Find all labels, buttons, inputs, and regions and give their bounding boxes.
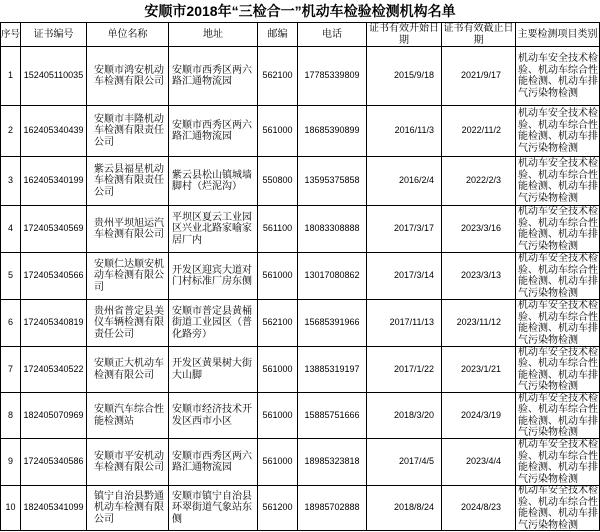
cell-company-name: 安顺正大机动车检测有限公司 <box>87 347 168 392</box>
cell-valid-from: 2017/3/17 <box>367 206 441 252</box>
cell-postcode: 561100 <box>258 206 297 252</box>
cell-phone: 13595375858 <box>298 157 366 205</box>
cell-postcode: 561200 <box>258 486 297 530</box>
cell-company-name: 紫云县福星机动车检测有限责任公司 <box>87 157 168 205</box>
cell-valid-to: 2023/1/21 <box>442 347 515 392</box>
cell-serial-no: 2 <box>1 106 20 156</box>
cell-valid-to: 2023/4/4 <box>442 439 515 485</box>
cell-company-name: 安顺汽车综合性能检测站 <box>87 393 168 438</box>
cell-certificate-no: 172405340522 <box>21 347 86 392</box>
cell-test-items: 机动车安全技术检验、机动车综合性能检测、机动车排气污染物检测 <box>518 347 598 392</box>
cell-certificate-no: 182405070969 <box>21 393 86 438</box>
cell-valid-from: 2018/3/20 <box>367 393 441 438</box>
cell-company-name: 镇宁自治县黔通机动车检测有限公司 <box>87 486 168 530</box>
cell-test-items: 机动车安全技术检验、机动车综合性能检测、机动车排气污染物检测 <box>516 47 599 105</box>
cell-postcode: 562100 <box>258 300 297 346</box>
cell-company-name: 安顺仁达顺安机动车检测有限公司 <box>87 253 168 299</box>
cell-valid-from: 2016/2/4 <box>367 157 441 205</box>
cell-serial-no: 1 <box>1 47 20 105</box>
inspection-agency-table <box>0 22 600 531</box>
cell-address: 安顺市西秀区两六路汇通物流园 <box>169 47 257 105</box>
cell-address: 平坝区夏云工业园区兴业北路家喻家居厂内 <box>169 206 257 252</box>
cell-address: 紫云县松山镇城墙脚村（烂泥沟） <box>169 157 257 205</box>
cell-phone: 18083308888 <box>298 206 366 252</box>
cell-phone: 13017080862 <box>298 253 366 299</box>
cell-company-name: 安顺市丰隆机动车检测有限责任公司 <box>87 106 168 156</box>
cell-postcode: 561000 <box>258 393 297 438</box>
cell-address: 开发区迎宾大道对门村标准厂房东侧 <box>169 253 257 299</box>
cell-postcode: 561000 <box>258 106 297 156</box>
cell-valid-from: 2017/1/22 <box>367 347 441 392</box>
cell-serial-no: 7 <box>1 347 20 392</box>
cell-postcode: 561000 <box>258 347 297 392</box>
header-serial-no: 序号 <box>1 23 20 46</box>
header-address: 地址 <box>169 23 257 46</box>
cell-address: 安顺市西秀区两六路汇通物流园 <box>169 106 257 156</box>
cell-certificate-no: 172405340569 <box>21 206 86 252</box>
cell-company-name: 贵州省普定县美仪车辆检测有限责任公司 <box>87 300 168 346</box>
cell-phone: 13885319197 <box>298 347 366 392</box>
page-title: 安顺市2018年“三检合一”机动车检验检测机构名单 <box>144 3 456 19</box>
cell-certificate-no: 152405110035 <box>21 47 86 105</box>
cell-test-items: 机动车安全技术检验、机动车综合性能检测、机动车排气污染物检测 <box>518 300 598 346</box>
table-row <box>1 47 599 105</box>
cell-postcode: 561000 <box>258 253 297 299</box>
header-postcode: 邮编 <box>258 23 297 46</box>
cell-certificate-no: 172405340566 <box>21 253 86 299</box>
cell-company-name: 安顺市鸿安机动车检测有限公司 <box>87 47 168 105</box>
cell-test-items: 机动车安全技术检验、机动车综合性能检测、机动车排气污染物检测 <box>518 158 598 204</box>
cell-phone: 18685390899 <box>298 106 366 156</box>
cell-valid-to: 2023/3/13 <box>442 253 515 299</box>
cell-phone: 18985702888 <box>298 486 366 530</box>
cell-valid-to: 2022/11/2 <box>442 106 515 156</box>
cell-valid-from: 2015/9/18 <box>367 47 441 105</box>
header-company-name: 单位名称 <box>87 23 168 46</box>
cell-serial-no: 8 <box>1 393 20 438</box>
cell-serial-no: 5 <box>1 253 20 299</box>
cell-serial-no: 4 <box>1 206 20 252</box>
cell-valid-to: 2024/8/23 <box>442 486 515 530</box>
table-header-row <box>1 23 599 46</box>
cell-company-name: 安顺市平安机动车检测有限公司 <box>87 439 168 485</box>
header-test-items: 主要检测项目类别 <box>516 23 599 46</box>
cell-address: 安顺市经济技术开发区西市小区 <box>169 393 257 438</box>
cell-serial-no: 10 <box>1 486 20 530</box>
cell-address: 安顺市普定县黄桶街道工业园区（普化路旁） <box>169 300 257 346</box>
cell-certificate-no: 172405340586 <box>21 439 86 485</box>
header-valid-from: 证书有效开始日期 <box>369 23 439 46</box>
cell-phone: 17785339809 <box>298 47 366 105</box>
table-row <box>1 106 599 156</box>
cell-valid-from: 2017/11/13 <box>367 300 441 346</box>
cell-address: 安顺市西秀区两六路汇通物流园 <box>169 439 257 485</box>
cell-certificate-no: 172405340819 <box>21 300 86 346</box>
table-row <box>1 253 599 299</box>
table-row <box>1 486 599 530</box>
cell-test-items: 机动车安全技术检验、机动车综合性能检测、机动车排气污染物检测 <box>518 393 598 438</box>
table-row <box>1 439 599 485</box>
cell-phone: 18985323818 <box>298 439 366 485</box>
header-valid-to: 证书有效截止日期 <box>443 23 514 46</box>
cell-company-name: 贵州平坝旭运汽车检测有限公司 <box>87 206 168 252</box>
cell-postcode: 550800 <box>258 157 297 205</box>
cell-test-items: 机动车安全技术检验、机动车综合性能检测、机动车排气污染物检测 <box>518 206 598 252</box>
cell-serial-no: 6 <box>1 300 20 346</box>
cell-valid-to: 2023/11/12 <box>442 300 515 346</box>
header-certificate-no: 证书编号 <box>21 23 86 46</box>
cell-certificate-no: 182405341099 <box>21 486 86 530</box>
cell-phone: 15685391966 <box>298 300 366 346</box>
cell-certificate-no: 162405340199 <box>21 157 86 205</box>
cell-postcode: 562100 <box>258 47 297 105</box>
cell-serial-no: 9 <box>1 439 20 485</box>
table-row <box>1 300 599 346</box>
cell-address: 开发区黄果树大街大山脚 <box>169 347 257 392</box>
cell-valid-to: 2024/3/19 <box>442 393 515 438</box>
cell-valid-to: 2022/2/3 <box>442 157 515 205</box>
cell-valid-from: 2017/3/14 <box>367 253 441 299</box>
cell-test-items: 机动车安全技术检验、机动车综合性能检测、机动车排气污染物检测 <box>518 439 598 485</box>
cell-test-items: 机动车安全技术检验、机动车综合性能检测、机动车排气污染物检测 <box>518 253 598 299</box>
cell-postcode: 561000 <box>258 439 297 485</box>
table-row <box>1 157 599 205</box>
cell-valid-to: 2023/3/16 <box>442 206 515 252</box>
cell-phone: 15885751666 <box>298 393 366 438</box>
cell-valid-from: 2018/8/24 <box>367 486 441 530</box>
cell-valid-from: 2016/11/3 <box>367 106 441 156</box>
cell-serial-no: 3 <box>1 157 20 205</box>
table-row <box>1 206 599 252</box>
cell-address: 安顺市镇宁自治县环翠街道气象站东侧 <box>169 486 257 530</box>
table-row <box>1 393 599 438</box>
cell-certificate-no: 162405340439 <box>21 106 86 156</box>
cell-valid-to: 2021/9/17 <box>442 47 515 105</box>
cell-test-items: 机动车安全技术检验、机动车综合性能检测、机动车排气污染物检测 <box>518 486 598 530</box>
table-row <box>1 347 599 392</box>
header-phone: 电话 <box>298 23 366 46</box>
cell-test-items: 机动车安全技术检验、机动车综合性能检测、机动车排气污染物检测 <box>516 106 599 156</box>
cell-valid-from: 2017/4/5 <box>367 439 441 485</box>
